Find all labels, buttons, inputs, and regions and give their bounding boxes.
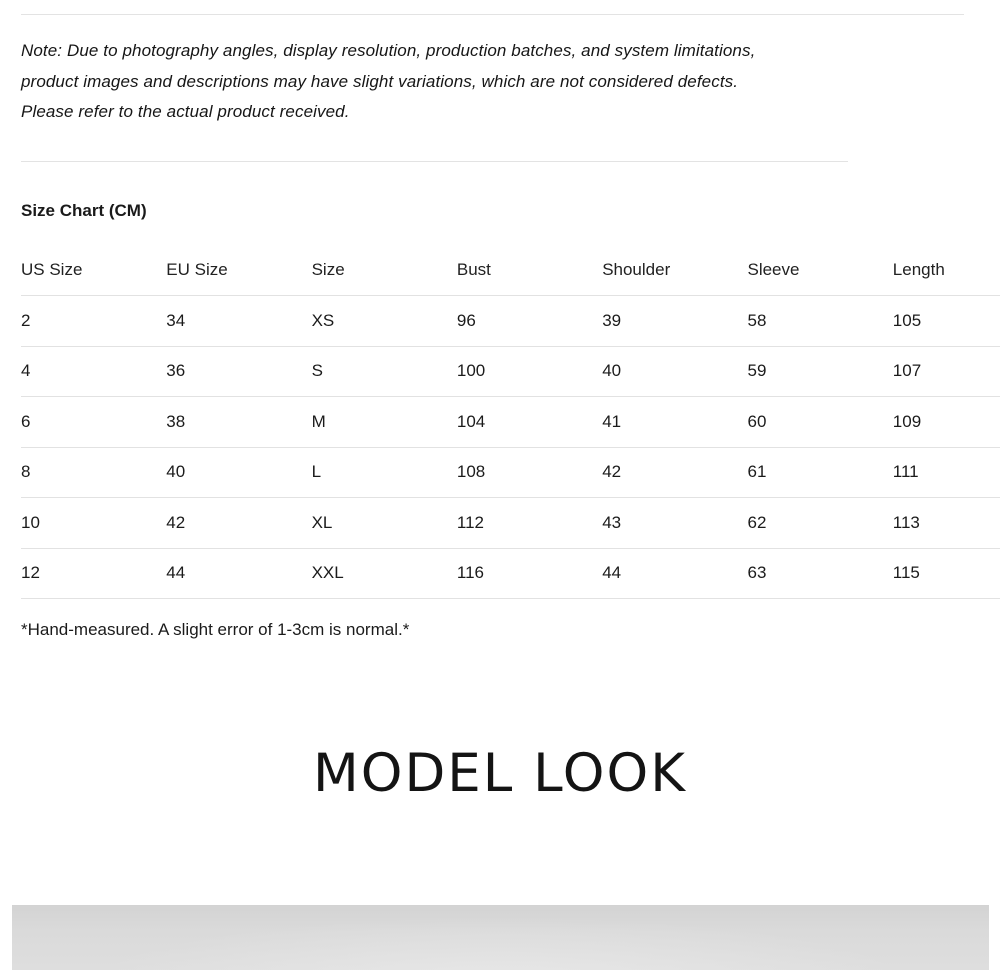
table-cell: 115 — [892, 563, 920, 583]
table-row — [21, 448, 1000, 499]
table-cell: 96 — [456, 310, 476, 330]
column-header: US Size — [21, 260, 83, 279]
size-chart-table — [21, 245, 1000, 599]
table-cell: 112 — [456, 512, 484, 532]
table-cell: 44 — [602, 563, 622, 583]
table-cell: 36 — [166, 361, 186, 381]
note-line: Please refer to the actual product received. — [21, 102, 350, 121]
table-cell: 59 — [747, 361, 767, 381]
table-cell: M — [311, 411, 326, 431]
table-cell: 43 — [602, 512, 622, 532]
measurement-footnote: *Hand-measured. A slight error of 1-3cm is normal.* — [21, 620, 410, 639]
column-header: Sleeve — [747, 260, 800, 279]
table-cell: 41 — [602, 411, 622, 431]
table-cell: 39 — [602, 310, 622, 330]
table-cell: S — [311, 361, 323, 381]
table-row — [21, 296, 1000, 347]
model-photo — [12, 905, 989, 970]
table-cell: 10 — [21, 512, 40, 532]
note-line: Note: Due to photography angles, display resolution, production batches, and system limitations, — [21, 41, 756, 60]
table-cell: 62 — [747, 512, 767, 532]
product-note — [21, 36, 921, 128]
table-cell: 107 — [892, 361, 922, 381]
column-header: Length — [892, 260, 945, 279]
table-row — [21, 498, 1000, 549]
table-cell: 109 — [892, 411, 922, 431]
table-cell: 104 — [456, 411, 486, 431]
table-cell: 63 — [747, 563, 767, 583]
column-header: EU Size — [166, 260, 228, 279]
table-cell: 113 — [892, 512, 920, 532]
table-cell: 40 — [166, 462, 186, 482]
table-cell: 111 — [892, 462, 919, 482]
table-cell: 61 — [747, 462, 767, 482]
table-row — [21, 549, 1000, 600]
table-cell: 34 — [166, 310, 186, 330]
table-cell: XS — [311, 310, 335, 330]
table-cell: 108 — [456, 462, 486, 482]
table-cell: XXL — [311, 563, 344, 583]
table-cell: 12 — [21, 563, 40, 583]
table-cell: 42 — [166, 512, 186, 532]
table-cell: 58 — [747, 310, 767, 330]
table-cell: 116 — [456, 563, 484, 583]
table-cell: 6 — [21, 411, 31, 431]
top-divider — [21, 14, 964, 15]
column-header: Size — [311, 260, 345, 279]
table-cell: XL — [311, 512, 333, 532]
table-cell: 105 — [892, 310, 922, 330]
table-cell: 100 — [456, 361, 486, 381]
model-look-heading: MODEL LOOK — [313, 743, 687, 804]
table-cell: 40 — [602, 361, 622, 381]
note-line: product images and descriptions may have slight variations, which are not considered defects. — [21, 71, 739, 91]
table-cell: 2 — [21, 310, 31, 330]
table-cell: L — [311, 462, 322, 482]
table-row — [21, 397, 1000, 448]
column-header: Bust — [456, 260, 491, 279]
table-header-row — [21, 245, 1000, 296]
table-cell: 44 — [166, 563, 186, 583]
table-cell: 4 — [21, 361, 31, 381]
table-row — [21, 347, 1000, 398]
column-header: Shoulder — [602, 260, 671, 279]
table-cell: 42 — [602, 462, 622, 482]
table-cell: 8 — [21, 462, 31, 482]
section-divider — [21, 161, 848, 162]
table-cell: 60 — [747, 411, 767, 431]
table-cell: 38 — [166, 411, 186, 431]
size-chart-title: Size Chart (CM) — [21, 201, 147, 220]
